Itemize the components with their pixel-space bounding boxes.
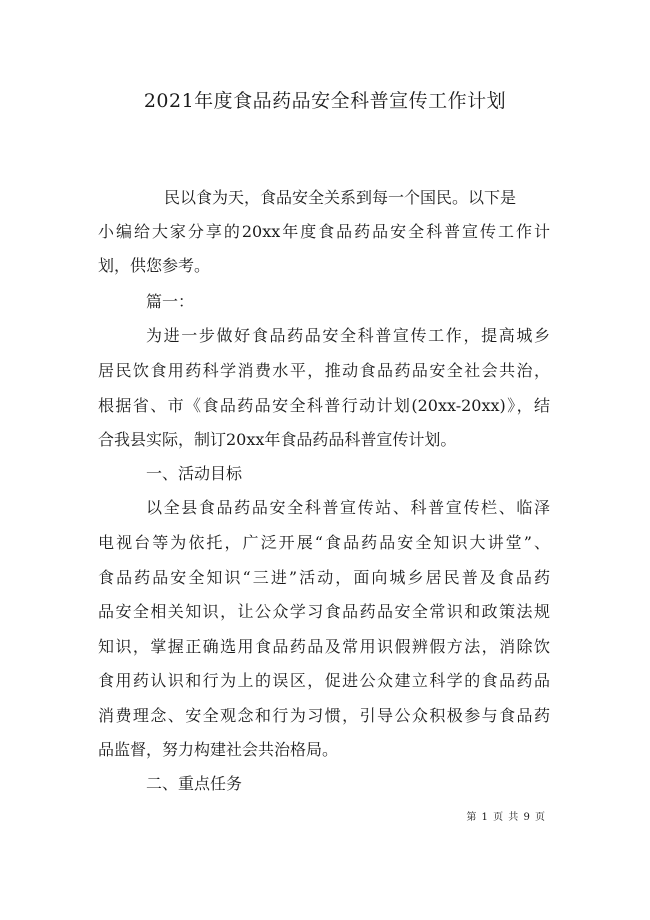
body-paragraph-line: 食品药品安全知识“三进”活动，面向城乡居民普及食品药 <box>98 568 550 587</box>
intro-paragraph-line: 民以食为天，食品安全关系到每一个国民。以下是 <box>164 188 517 207</box>
body-paragraph-line: 根据省、市《食品药品安全科普行动计划(20xx-20xx)》，结 <box>98 396 550 415</box>
body-paragraph-line: 品监督，努力构建社会共治格局。 <box>98 740 339 759</box>
body-paragraph-line: 以全县食品药品安全科普宣传站、科普宣传栏、临泽 <box>146 498 550 517</box>
body-paragraph-line: 食用药认识和行为上的误区，促进公众建立科学的食品药品 <box>98 671 550 690</box>
body-paragraph-line: 电视台等为依托，广泛开展“食品药品安全知识大讲堂”、 <box>98 533 550 552</box>
body-paragraph-line: 品安全相关知识，让公众学习食品药品安全常识和政策法规 <box>98 602 550 621</box>
body-paragraph-line: 消费理念、安全观念和行为习惯，引导公众积极参与食品药 <box>98 706 550 725</box>
section-heading: 一、活动目标 <box>146 464 243 483</box>
intro-paragraph-line: 划，供您参考。 <box>98 256 211 275</box>
document-title: 2021年度食品药品安全科普宣传工作计划 <box>143 90 507 112</box>
section-heading: 二、重点任务 <box>146 774 243 793</box>
body-paragraph-line: 知识，掌握正确选用食品药品及常用识假辨假方法，消除饮 <box>98 637 550 656</box>
body-paragraph-line: 为进一步做好食品药品安全科普宣传工作，提高城乡 <box>146 326 550 345</box>
body-paragraph-line: 合我县实际，制订20xx年食品药品科普宣传计划。 <box>98 430 457 449</box>
intro-paragraph-line: 小编给大家分享的20xx年度食品药品安全科普宣传工作计 <box>98 222 550 241</box>
body-paragraph-line: 居民饮食用药科学消费水平，推动食品药品安全社会共治， <box>98 361 550 380</box>
page-number-footer: 第 1 页 共 9 页 <box>466 812 546 823</box>
section-heading: 篇一： <box>146 292 195 311</box>
